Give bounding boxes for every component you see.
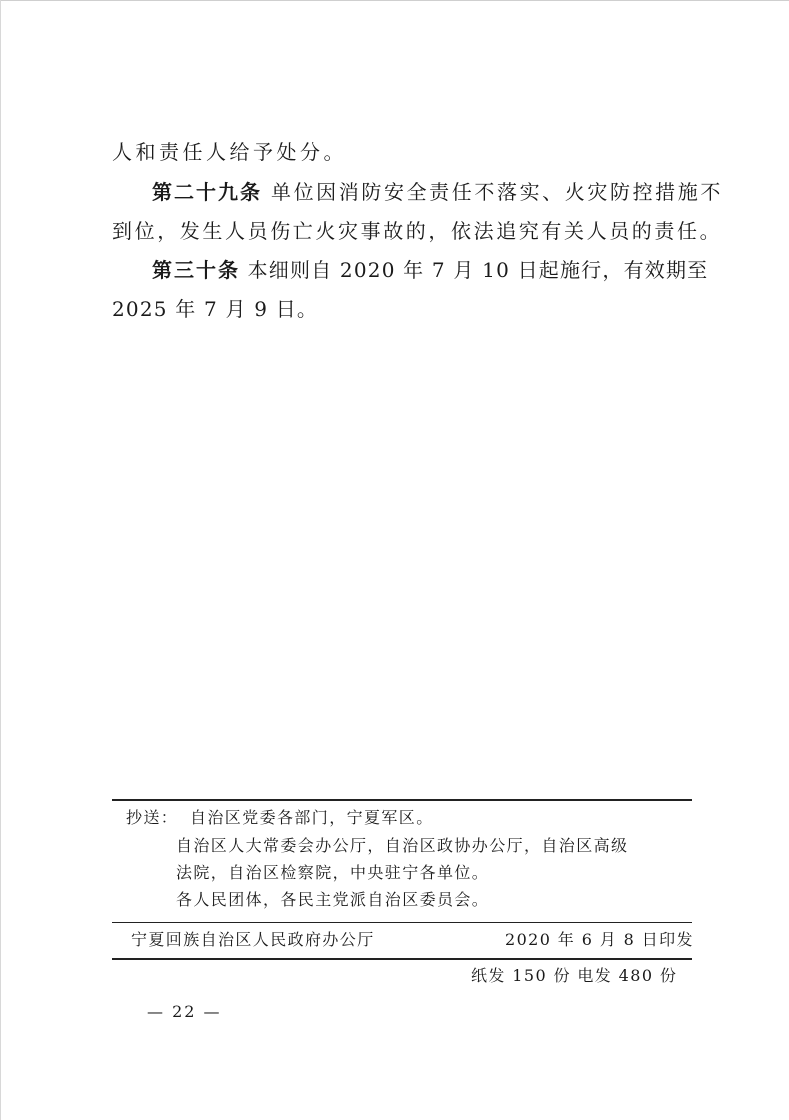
article-29-line-1 (112, 180, 723, 204)
cc-line: 自治区人大常委会办公厅，自治区政协办公厅，自治区高级 (176, 836, 629, 855)
cc-label: 抄送： (126, 808, 179, 827)
cc-line: 法院，自治区检察院，中央驻宁各单位。 (176, 863, 490, 882)
article-30-text-a: 本细则自 2020 年 7 月 10 日起施行，有效期至 (247, 258, 709, 282)
page-edge-left (0, 0, 1, 1120)
article-30-line-1 (112, 258, 709, 282)
issue-date: 2020 年 6 月 8 日印发 (505, 930, 694, 949)
cc-line: 各人民团体，各民主党派自治区委员会。 (176, 890, 490, 909)
article-30-text-b: 2025 年 7 月 9 日。 (112, 297, 319, 321)
footer-rule-top (112, 799, 692, 801)
article-29-text-b: 到位，发生人员伤亡火灾事故的，依法追究有关人员的责任。 (112, 219, 723, 243)
footer-rule-bottom (112, 958, 692, 960)
page-edge-top (0, 0, 789, 1)
distribution-count: 纸发 150 份 电发 480 份 (471, 966, 678, 985)
page-number: — 22 — (147, 1002, 222, 1021)
article-29-text-a: 单位因消防安全责任不落实、火灾防控措施不 (270, 180, 723, 204)
article-30-heading: 第三十条 (152, 258, 240, 282)
body-line-continuation: 人和责任人给予处分。 (112, 140, 347, 164)
article-29-heading: 第二十九条 (152, 180, 262, 204)
issuing-office: 宁夏回族自治区人民政府办公厅 (131, 930, 375, 949)
footer-rule-middle (112, 922, 692, 923)
cc-line: 自治区党委各部门，宁夏军区。 (190, 808, 434, 827)
